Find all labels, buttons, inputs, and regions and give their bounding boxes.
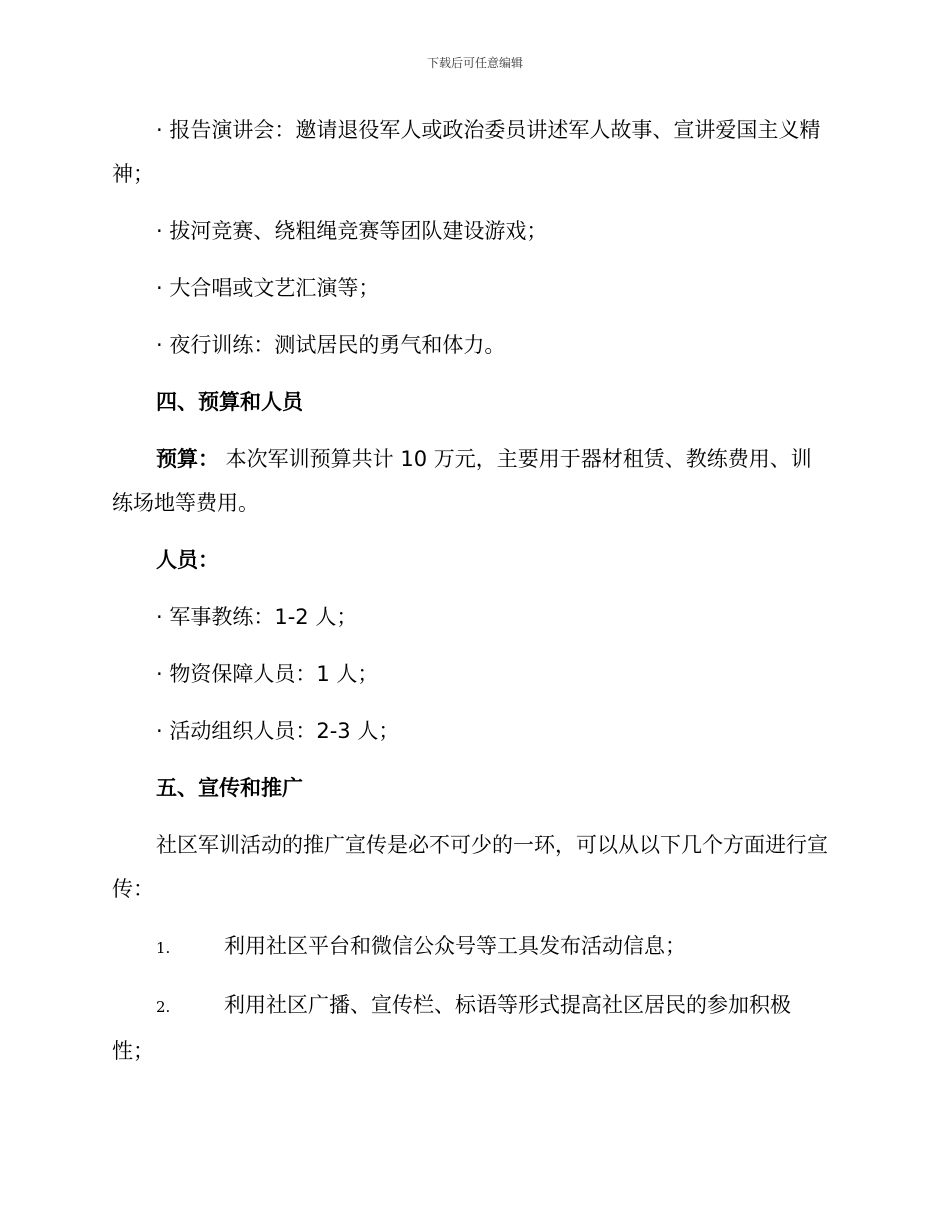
list-item-number: 2. (156, 998, 171, 1016)
list-item-number: 1. (156, 939, 171, 957)
bullet-report-lecture: · 报告演讲会：邀请退役军人或政治委员讲述军人故事、宣讲爱国主义精神； (112, 118, 821, 186)
section-heading-promotion: 五、宣传和推广 (156, 776, 303, 800)
list-item (112, 983, 832, 1073)
budget-text: 本次军训预算共计 10 万元，主要用于器材租赁、教练费用、训练场地等费用。 (112, 447, 812, 515)
document-body (112, 108, 832, 1086)
promotion-intro: 社区军训活动的推广宣传是必不可少的一环，可以从以下几个方面进行宣传： (112, 833, 828, 901)
budget-paragraph (112, 437, 832, 525)
page-header-note: 下载后可任意编辑 (426, 56, 523, 70)
bullet-staff-coach: · 军事教练：1-2 人； (156, 605, 358, 629)
bullet-night-training: · 夜行训练：测试居民的勇气和体力。 (156, 333, 506, 357)
list-item (112, 924, 832, 970)
list-item-text: 利用社区广播、宣传栏、标语等形式提高社区居民的参加积极性； (112, 993, 791, 1063)
section-heading-budget: 四、预算和人员 (156, 390, 303, 414)
staff-label: 人员： (156, 548, 219, 572)
bullet-staff-organizer: · 活动组织人员：2-3 人； (156, 719, 400, 743)
list-item-text: 利用社区平台和微信公众号等工具发布活动信息； (224, 934, 686, 958)
bullet-staff-supply: · 物资保障人员：1 人； (156, 662, 379, 686)
budget-label: 预算： (156, 447, 219, 471)
bullet-chorus: · 大合唱或文艺汇演等； (156, 276, 380, 300)
bullet-team-games: · 拔河竞赛、绕粗绳竞赛等团队建设游戏； (156, 219, 548, 243)
